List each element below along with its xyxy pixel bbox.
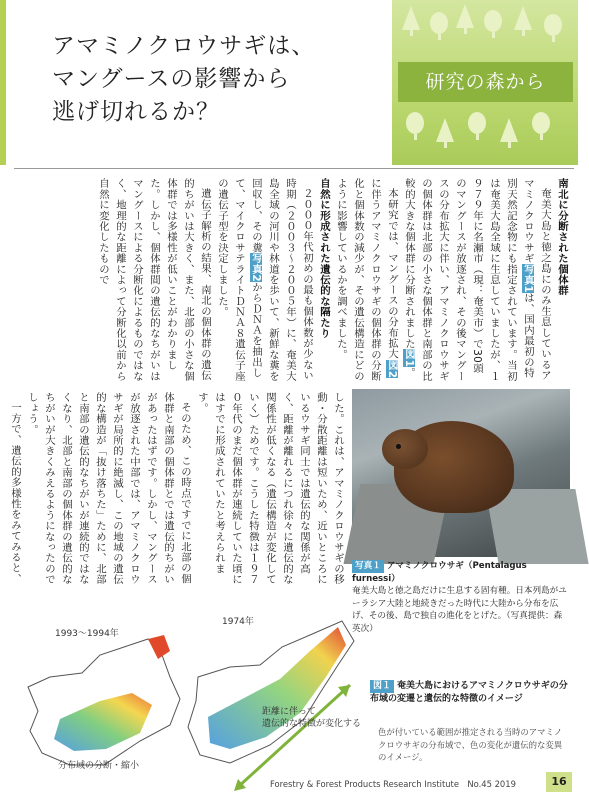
figure-bottom-label: 分布域の分断・縮小 (58, 761, 140, 771)
section-heading-1: 南北に分断された個体群 (556, 178, 568, 296)
page-number: 16 (546, 772, 572, 792)
accent-bar (0, 0, 6, 165)
tree-icon (436, 118, 454, 148)
photo-ref: 写真2 (250, 252, 262, 282)
photo-tag: 写真１ (352, 560, 384, 573)
paragraph-3: ２０００年代初めの最も個体数が少ない時期（２００３〜２００５年）に、奄美大島全域の河川や林道を歩いて、新鮮な糞を回収し、その糞写真2からＤＮＡを抽出して、マイクロサテライトＤＮＡ８遺伝子座の遺伝子型を決定しました。 (216, 178, 313, 382)
section-heading-2: 自然に形成された遺伝的な隔たり (318, 178, 330, 339)
tree-icon (484, 10, 502, 38)
header-divider (14, 168, 574, 169)
paragraph-4: 遺伝子解析の結果、南北の個体群の遺伝的ちがいは大きく、また、北部の小さな個体群では多様性が低いことがわかりました。しかし、個体群間の遺伝的なちがいはマングースによる分断化によるものではなく、地理的な距離によって分断化以前から自然に変化したもので (97, 178, 211, 382)
footer-text: Forestry & Forest Products Research Institute No.45 2019 (270, 779, 516, 789)
article-title (52, 30, 382, 129)
paragraph-7: 一方で、遺伝的多様性をみてみると、 (9, 402, 21, 585)
title-line-2: マングースの影響から (52, 66, 291, 92)
photo-description: 奄美大島と徳之島だけに生息する固有種。日本列島がユーラシア大陸と地続きだった時代に大陸から分布を広げ、その後、島で独自の進化をとげた。（写真提供：森 英次） (352, 586, 571, 634)
tree-icon (514, 6, 532, 36)
figure-tag: 図１ (370, 680, 394, 693)
tree-icon (406, 112, 424, 140)
photo-ref: 写真1 (522, 263, 534, 293)
tree-icon (500, 118, 518, 148)
article-upper-text (40, 178, 570, 383)
tree-icon (430, 12, 448, 40)
rabbit-photo (352, 389, 570, 557)
photo-caption (352, 560, 570, 635)
figure-ref: 図2 (386, 359, 398, 378)
paragraph-2: 本研究では、マングースの分布拡大図2に伴うアマミノクロウサギの個体群の分断化と個体数の減少が、その遺伝構造にどのように影響しているかを調べました。 (335, 178, 398, 382)
figure-label-left: 1993～1994年 (55, 629, 119, 639)
tree-icon (468, 112, 486, 140)
paragraph-5: した。これは、アマミノクロウサギの移動・分散距離は短いため、近いところにいるウサギ同士では遺伝的な関係が高く、距離が離れるにつれ徐々に遺伝的な関係性が低くなる（遺伝構造が変化していく）ためです。こうした特徴は１９７０年代のまだ個体群が連続していた頃にはすでに形成されていたと考えられます。 (196, 392, 344, 585)
article-lower-text (9, 392, 346, 594)
paragraph-1: 奄美大島と徳之島にのみ生息しているアマミノクロウサギ写真1は、国内最初の特別天然記念物にも指定されています。当初は奄美大島全域に生息していましたが、１９７９年に名瀬市（現：奄美市）で30頭のマングースが放逐され、その後マングースの分布拡大に伴い、アマミノクロウサギの個体群は北部の小さな個体群と南部の比較的大きな個体群に分断されました図1。 (403, 178, 551, 382)
paragraph-6: そのため、この時点ですでに北部の個体群と南部の個体群とでは遺伝的ちがいがあったはずです。しかし、マングースが放逐された中部では、アマミノクロウサギが局所的に絶滅し、この地域の遺伝的な構造が「抜け落ちた」ために、北部と南部の遺伝的なちがいが連続的ではなくなり、北部と南部の個体群の遺伝的なちがいが大きくみえるようになったのでしょう。 (26, 392, 191, 585)
tree-icon (456, 4, 474, 34)
photo-title: アマミノクロウサギ（Pentalagus furnessi） (352, 561, 527, 584)
title-line-3: 逃げ切れるか？ (52, 99, 220, 125)
figure-title: 奄美大島におけるアマミノクロウサギの分布域の変遷と遺伝的な特徴のイメージ (370, 681, 568, 704)
figure-label-right: 1974年 (222, 617, 254, 627)
title-line-1: アマミノクロウサギは、 (52, 33, 316, 59)
tree-icon (544, 14, 562, 42)
figure-ref: 図1 (403, 349, 415, 368)
figure-arrow-label: 距離に伴って 遺伝的な特徴が変化する (262, 707, 362, 729)
figure-note: 色が付いている範囲が推定される当時のアマミノクロウサギの分布域で、色の変化が遺伝的な変異のイメージ。 (378, 727, 563, 762)
tree-icon (402, 6, 420, 36)
tree-icon (532, 112, 550, 140)
series-label: 研究の森から (398, 62, 573, 102)
figure-caption (370, 680, 570, 706)
